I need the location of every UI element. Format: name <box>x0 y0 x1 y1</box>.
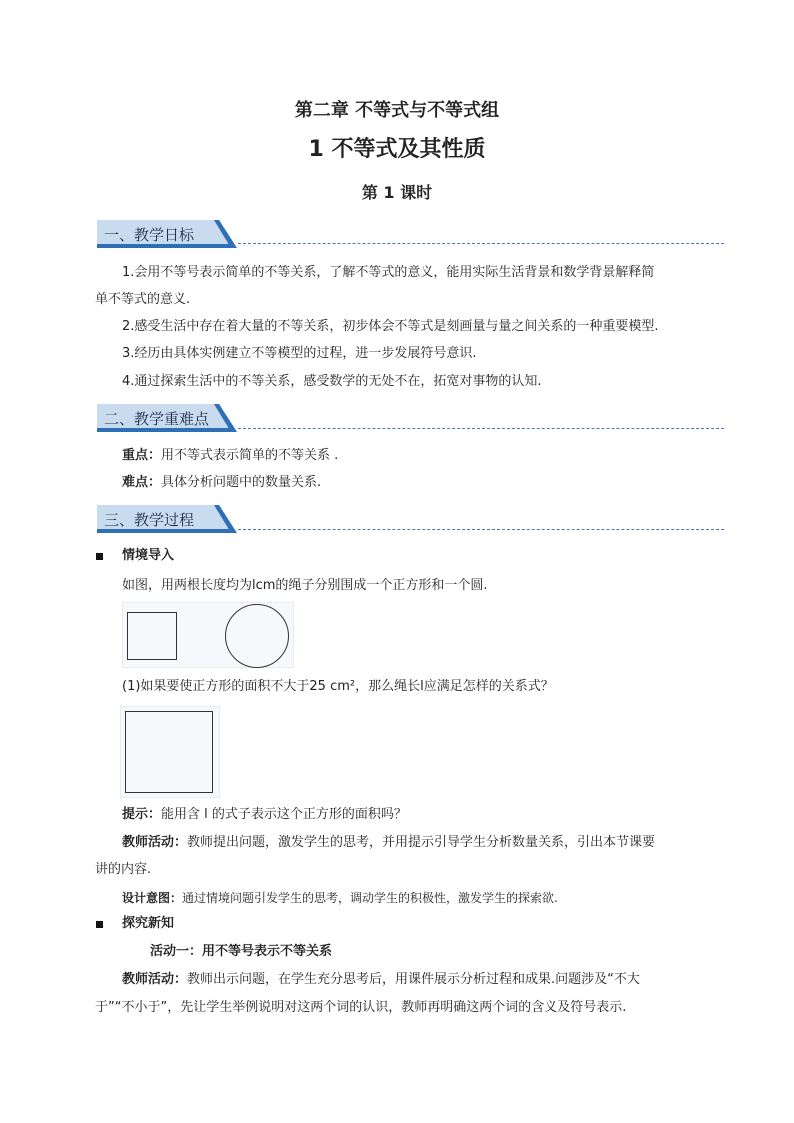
key-label: 重点： <box>122 448 162 463</box>
teacher2-text: 教师出示问题，在学生充分思考后，用课件展示分析过程和成果.问题涉及“不大 <box>187 972 640 987</box>
hint-line <box>122 806 407 824</box>
section-banner-process <box>97 505 239 533</box>
teacher-activity-line <box>122 834 655 852</box>
intro-text: 如图，用两根长度均为lcm的绳子分别围成一个正方形和一个圆. <box>122 578 488 593</box>
teacher-activity-line-2: 讲的内容. <box>95 862 152 877</box>
goal-line: 3.经历由具体实例建立不等模型的过程，进一步发展符号意识. <box>122 346 477 361</box>
difficult-text: 具体分析问题中的数量关系. <box>161 475 322 490</box>
section-banner-goals <box>97 220 239 248</box>
chapter-title: 第二章 不等式与不等式组 <box>294 100 500 121</box>
square-shape <box>127 612 177 660</box>
goal-line: 4.通过探索生活中的不等关系，感受数学的无处不在，拓宽对事物的认知. <box>122 374 542 389</box>
section-banner-keypoints <box>97 404 239 432</box>
activity-1-title: 活动一：用不等号表示不等关系 <box>150 944 333 959</box>
teacher2-label: 教师活动： <box>122 972 188 987</box>
teacher-label: 教师活动： <box>122 835 188 850</box>
difficult-point-line <box>122 474 321 492</box>
design-text: 通过情境问题引发学生的思考，调动学生的积极性，激发学生的探索欲. <box>182 891 558 905</box>
section-title-keypoints: 二、教学重难点 <box>104 410 210 428</box>
circle-shape <box>225 604 289 668</box>
bullet-square-icon <box>96 921 103 928</box>
section-divider <box>238 243 724 244</box>
square-shape-large <box>125 711 213 793</box>
hint-text: 能用含 l 的式子表示这个正方形的面积吗？ <box>161 807 407 822</box>
goal-line: 单不等式的意义. <box>95 292 191 307</box>
key-text: 用不等式表示简单的不等关系 . <box>161 448 339 463</box>
section-title: 1 不等式及其性质 <box>308 137 486 162</box>
teacher-text: 教师提出问题，激发学生的思考，并用提示引导学生分析数量关系，引出本节课要 <box>187 835 656 850</box>
section-divider <box>238 529 724 530</box>
section-divider <box>238 428 724 429</box>
difficult-label: 难点： <box>122 475 162 490</box>
design-label: 设计意图： <box>122 891 183 905</box>
bullet-square-icon <box>96 553 103 560</box>
hint-label: 提示： <box>122 807 162 822</box>
goal-line: 2.感受生活中存在着大量的不等关系，初步体会不等式是刻画量与量之间关系的一种重要模型. <box>122 319 659 334</box>
design-intent-line <box>122 889 558 907</box>
teacher-activity-2-line-2: 于”“不小于”，先让学生举例说明对这两个词的认识，教师再明确这两个词的含义及符号表示. <box>95 1000 627 1015</box>
section-title-goals: 一、教学日标 <box>104 226 195 244</box>
question-1: (1)如果要使正方形的面积不大于25 cm²，那么绳长l应满足怎样的关系式？ <box>122 679 554 694</box>
goal-line: 1.会用不等号表示简单的不等关系，了解不等式的意义，能用实际生活背景和数学背景解释简 <box>122 265 655 280</box>
explore-heading: 探究新知 <box>122 916 175 931</box>
intro-heading: 情境导入 <box>122 548 175 563</box>
section-title-process: 三、教学过程 <box>104 511 195 529</box>
teacher-activity-2-line <box>122 971 640 989</box>
lesson-title: 第 1 课时 <box>361 183 433 202</box>
key-point-line <box>122 447 338 465</box>
